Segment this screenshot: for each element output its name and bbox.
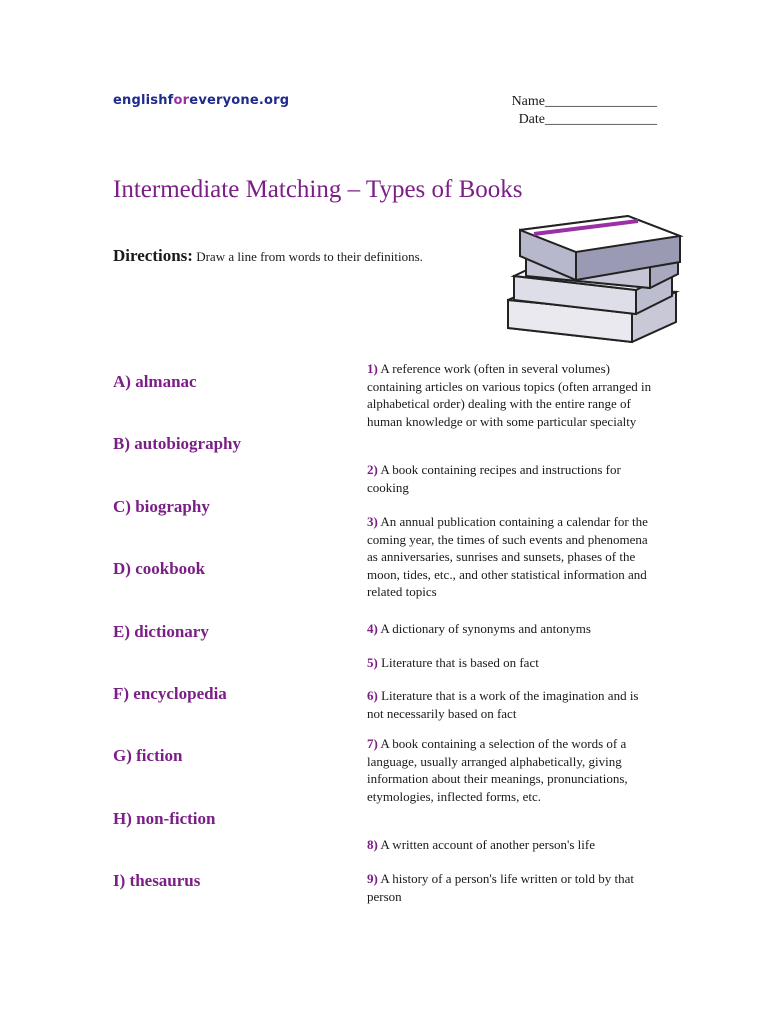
definition-item[interactable]	[367, 735, 657, 805]
word-letter: B)	[113, 434, 130, 453]
site-logo	[113, 93, 289, 108]
directions-label: Directions:	[113, 246, 193, 265]
definition-item[interactable]	[367, 654, 657, 672]
word-letter: A)	[113, 372, 131, 391]
date-field[interactable]: Date________________	[518, 112, 657, 127]
word-term: fiction	[136, 746, 183, 765]
word-term: autobiography	[134, 434, 241, 453]
name-date-block	[497, 93, 657, 129]
definition-item[interactable]	[367, 513, 657, 601]
word-letter: C)	[113, 497, 131, 516]
word-letter: F)	[113, 684, 130, 703]
word-term: encyclopedia	[133, 684, 227, 703]
definition-item[interactable]	[367, 461, 657, 496]
directions-text: Draw a line from words to their definitions.	[196, 249, 423, 264]
logo-part-3: everyone.org	[189, 93, 290, 108]
directions	[113, 246, 423, 266]
logo-part-1: englishf	[113, 93, 174, 108]
definition-text: A book containing a selection of the words of a language, usually arranged alphabetically, giving information about their meanings, pronunciations, etymologies, inflected forms, etc.	[367, 736, 628, 804]
word-term: dictionary	[134, 622, 209, 641]
definition-text: A dictionary of synonyms and antonyms	[380, 621, 591, 636]
word-item[interactable]	[113, 434, 241, 454]
definition-text: A book containing recipes and instructions for cooking	[367, 462, 621, 495]
definition-number: 3)	[367, 514, 378, 529]
word-item[interactable]	[113, 746, 182, 766]
word-item[interactable]	[113, 684, 227, 704]
word-term: biography	[135, 497, 210, 516]
word-term: almanac	[135, 372, 197, 391]
definition-number: 9)	[367, 871, 378, 886]
definition-item[interactable]	[367, 360, 657, 430]
name-field[interactable]: Name________________	[511, 94, 657, 109]
page-title: Intermediate Matching – Types of Books	[113, 176, 523, 203]
definition-text: Literature that is based on fact	[381, 655, 539, 670]
definition-number: 4)	[367, 621, 378, 636]
word-term: non-fiction	[136, 809, 216, 828]
definition-text: An annual publication containing a calendar for the coming year, the times of such events and phenomena as anniversaries, sunrises and sunsets, phases of the moon, tides, etc., and other statistical information and related topics	[367, 514, 648, 600]
definition-item[interactable]	[367, 687, 657, 722]
definition-number: 1)	[367, 361, 378, 376]
definition-number: 7)	[367, 736, 378, 751]
definition-number: 8)	[367, 837, 378, 852]
word-term: cookbook	[135, 559, 206, 578]
word-item[interactable]	[113, 622, 209, 642]
definition-number: 2)	[367, 462, 378, 477]
word-letter: E)	[113, 622, 130, 641]
definition-number: 6)	[367, 688, 378, 703]
definition-text: A reference work (often in several volumes) containing articles on various topics (often arranged in alphabetical order) dealing with the entire range of human knowledge or with some particular specialty	[367, 361, 652, 429]
word-item[interactable]	[113, 372, 197, 392]
logo-part-2: or	[173, 93, 190, 108]
definition-text: A history of a person's life written or told by that person	[367, 871, 635, 904]
word-letter: G)	[113, 746, 132, 765]
word-term: thesaurus	[129, 871, 201, 890]
stack-of-books-icon	[500, 200, 690, 360]
word-letter: H)	[113, 809, 132, 828]
word-item[interactable]	[113, 809, 215, 829]
word-letter: I)	[113, 871, 126, 890]
word-item[interactable]	[113, 497, 210, 517]
definition-number: 5)	[367, 655, 378, 670]
definition-text: A written account of another person's life	[380, 837, 595, 852]
definition-item[interactable]	[367, 836, 657, 854]
definition-item[interactable]	[367, 620, 657, 638]
word-item[interactable]	[113, 871, 200, 891]
definition-item[interactable]	[367, 870, 657, 905]
word-item[interactable]	[113, 559, 205, 579]
word-letter: D)	[113, 559, 131, 578]
definition-text: Literature that is a work of the imagination and is not necessarily based on fact	[367, 688, 639, 721]
